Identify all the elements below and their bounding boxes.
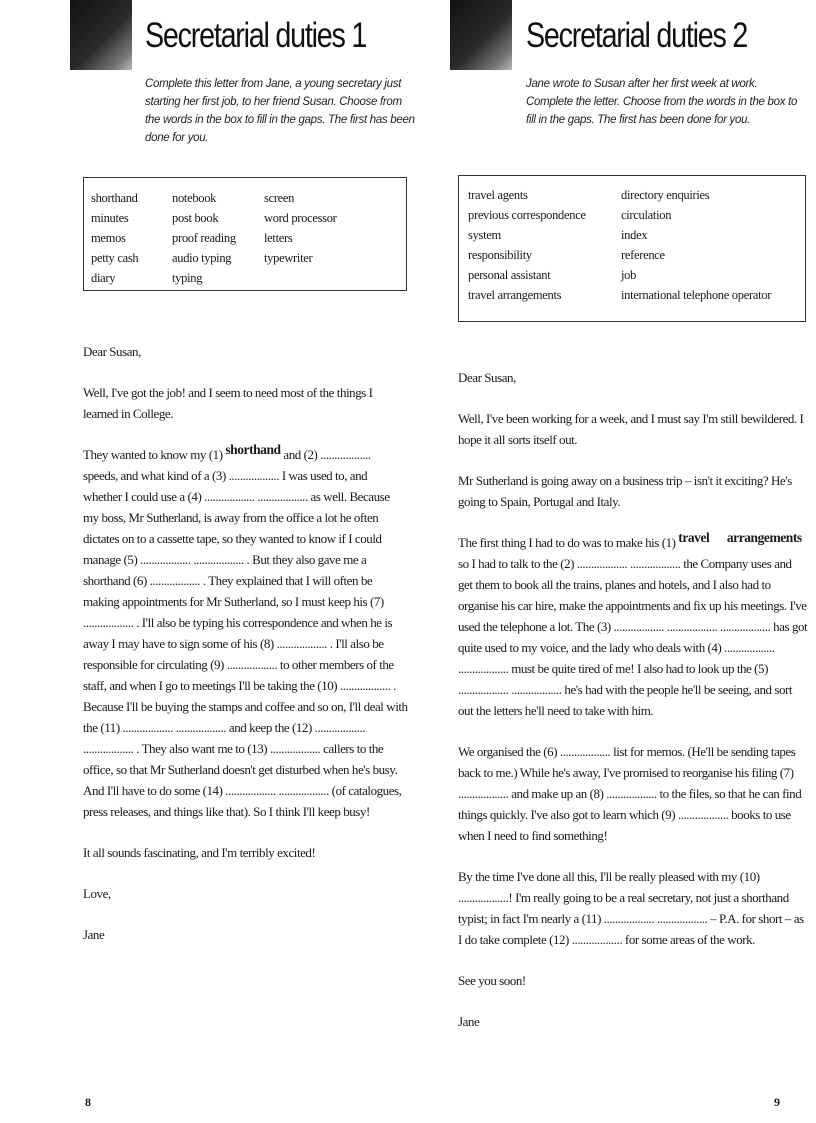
word-box-item: travel agents [468,188,528,202]
page-title: Secretarial duties 1 [145,16,367,55]
letter [83,341,408,945]
word-box [83,177,407,291]
word-box-item: letters [264,231,293,245]
word-box-item: typing [172,271,203,285]
word-box-item: typewriter [264,251,313,265]
page-number: 9 [774,1095,780,1109]
word-box-item: system [468,228,501,242]
letter-signature: Jane [458,1014,480,1029]
word-box-item: circulation [621,208,672,222]
word-box-item: travel arrangements [468,288,562,302]
letter-text: They wanted to know my (1) [83,447,226,462]
letter-signature: Jane [83,927,105,942]
word-box-item: memos [91,231,126,245]
word-box-item: responsibility [468,248,532,262]
letter [458,367,808,1032]
word-box-item: screen [264,191,295,205]
letter-closing: See you soon! [458,973,526,988]
example-answer: travel arrangements [678,530,802,545]
word-box-item: petty cash [91,251,139,265]
letter-paragraph: It all sounds fascinating, and I'm terribly excited! [83,845,316,860]
word-box-item: index [621,228,648,242]
word-box-item: shorthand [91,191,138,205]
letter-paragraph [458,532,808,721]
letter-text: The first thing I had to do was to make his (1) [458,535,679,550]
word-box-item: proof reading [172,231,236,245]
letter-salutation: Dear Susan, [458,370,516,385]
word-box-item: previous correspondence [468,208,586,222]
word-box-item: directory enquiries [621,188,710,202]
chapter-tab-graphic [70,0,132,70]
chapter-tab-graphic [450,0,512,70]
page-title: Secretarial duties 2 [526,16,748,55]
instructions: Jane wrote to Susan after her first week at work. Complete the letter. Choose from the words in the box to fill in the gaps. The first has been done for you. [526,78,798,126]
letter-text: so I had to talk to the (2) .................. .................. the Company uses and get them to book all the trains, planes and hotels, and I also had to organise his car hire, make the appointments and fix up his meetings. I've used the telephone a lot. The (3) .................. .................. .................. has got quite used to my voice, and the lady who deals with (4) .................. .................. must be quite tired of me! I also had to look up the (5) .................. .................. he's had with the people he'll be seeing, and sort out the letters he'll need to take with him. [458,556,808,718]
letter-paragraph: We organised the (6) .................. list for memos. (He'll be sending tapes back to me.) While he's away, I've promised to reorganise his filing (7) .................. and make up an (8) .................. to the files, so that he can find things quickly. I've also got to learn which (9) .................. books to use when I need to find something! [458,744,802,843]
word-box-item: audio typing [172,251,232,265]
word-box-item: diary [91,271,116,285]
right-page [410,0,816,1123]
letter-salutation: Dear Susan, [83,344,141,359]
page-number: 8 [85,1095,91,1109]
letter-text: and (2) .................. speeds, and what kind of a (3) .................. I was used to, and whether I could use a (4) .................. .................. as well. Because my boss, Mr Sutherland, is away from the office a lot he often dictates on to a cassette tape, so they wanted to know if I could manage (5) .................. .................. . But they also gave me a shorthand (6) .................. . They explained that I will often be making appointments for Mr Sutherland, so I must keep his (7) .................. . I'll also be typing his correspondence and when he is away I may have to sign some of his (8) .................. . I'll also be responsible for circulating (9) .................. to other members of the staff, and when I go to meetings I'll be taking the (10) .................. . Because I'll be buying the stamps and coffee and so on, I'll deal with the (11) .................. .................. and keep the (12) .................. .................. . They also want me to (13) .................. callers to the office, so that Mr Sutherland doesn't get disturbed when he's busy. And I'll have to do some (14) .................. .................. (of catalogues, press releases, and things like that). So I think I'll keep busy! [83,447,408,819]
word-box-item: job [621,268,637,282]
word-box [458,175,806,322]
example-answer: shorthand [225,442,281,457]
letter-paragraph: Mr Sutherland is going away on a business trip – isn't it exciting? He's going to Spain, Portugal and Italy. [458,473,792,509]
word-box-item: word processor [264,211,337,225]
word-box-item: minutes [91,211,129,225]
instructions: Complete this letter from Jane, a young secretary just starting her first job, to her friend Susan. Choose from the words in the box to fill in the gaps. The first has been done for you. [145,78,415,144]
word-box-item: reference [621,248,665,262]
letter-paragraph: Well, I've got the job! and I seem to need most of the things I learned in College. [83,385,373,421]
word-box-item: post book [172,211,219,225]
letter-paragraph: By the time I've done all this, I'll be really pleased with my (10) ..................! I'm really going to be a real secretary, not just a shorthand typist; in fact I'm nearly a (11) .................. .................. – P.A. for short – as I do take complete (12) .................. for some areas of the work. [458,869,804,947]
word-box-item: notebook [172,191,217,205]
letter-paragraph [83,444,408,822]
letter-closing: Love, [83,886,111,901]
letter-paragraph: Well, I've been working for a week, and I must say I'm still bewildered. I hope it all sorts itself out. [458,411,804,447]
word-box-item: personal assistant [468,268,551,282]
word-box-item: international telephone operator [621,288,772,302]
